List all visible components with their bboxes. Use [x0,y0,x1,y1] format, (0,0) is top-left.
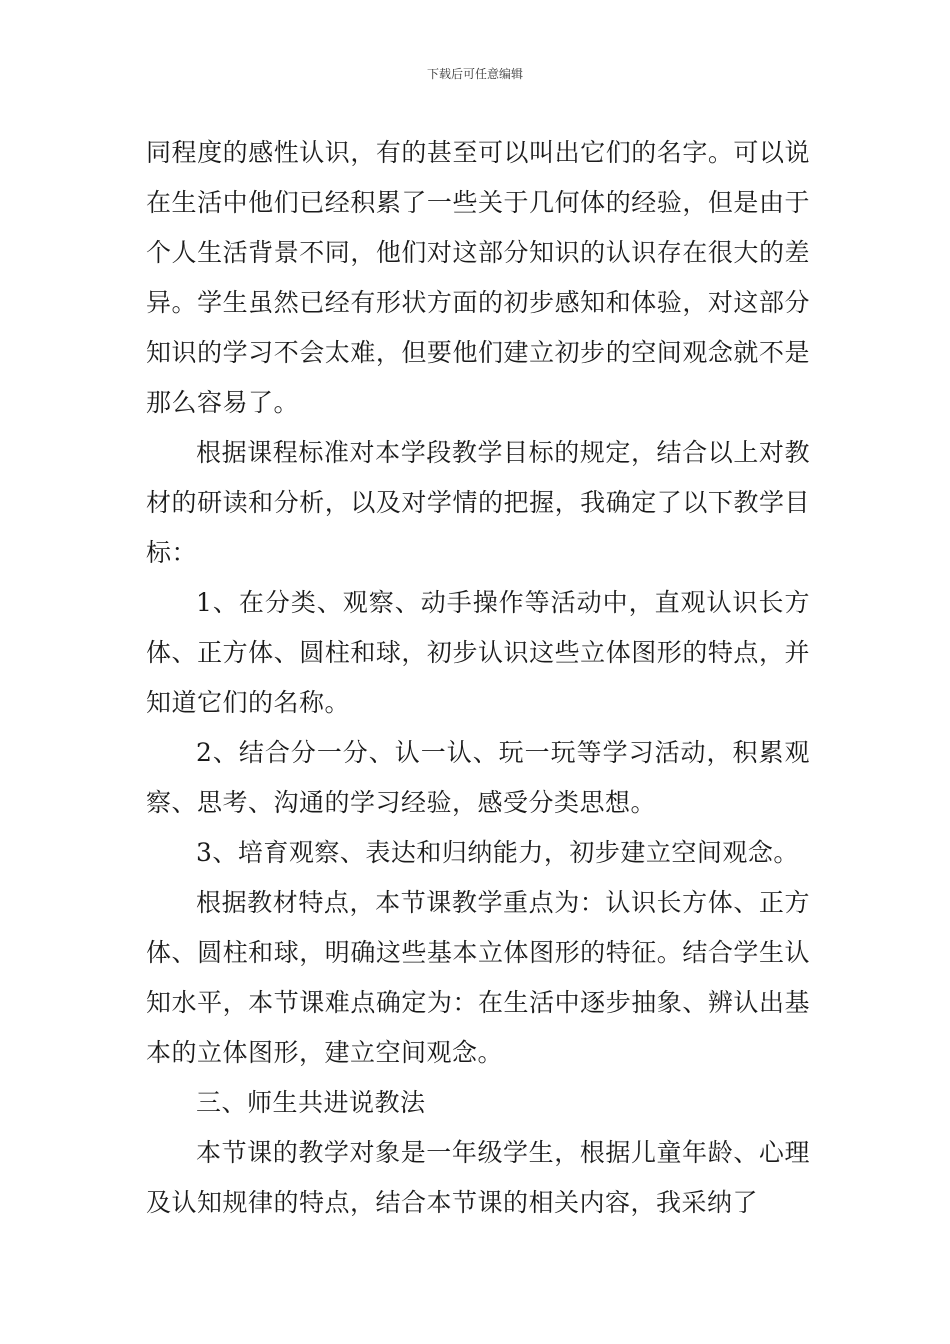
document-body [146,128,810,1228]
paragraph-teaching-goal-intro: 根据课程标准对本学段教学目标的规定，结合以上对教材的研读和分析，以及对学情的把握，我确定了以下教学目标： [146,438,810,567]
paragraph-teaching-method: 本节课的教学对象是一年级学生，根据儿童年龄、心理及认知规律的特点，结合本节课的相关内容，我采纳了 [146,1138,810,1217]
paragraph-goal-2: 2、结合分一分、认一认、玩一玩等学习活动，积累观察、思考、沟通的学习经验，感受分类思想。 [146,738,810,817]
page-header: 下载后可任意编辑 [426,67,523,81]
paragraph-goal-3: 3、培育观察、表达和归纳能力，初步建立空间观念。 [196,838,799,867]
paragraph-key-points: 根据教材特点，本节课教学重点为：认识长方体、正方体、圆柱和球，明确这些基本立体图形的特征。结合学生认知水平，本节课难点确定为：在生活中逐步抽象、辨认出基本的立体图形，建立空间观念。 [146,888,810,1067]
paragraph-continuation: 同程度的感性认识，有的甚至可以叫出它们的名字。可以说在生活中他们已经积累了一些关于几何体的经验，但是由于个人生活背景不同，他们对这部分知识的认识存在很大的差异。学生虽然已经有形状方面的初步感知和体验，对这部分知识的学习不会太难，但要他们建立初步的空间观念就不是那么容易了。 [146,138,810,417]
paragraph-goal-1: 1、在分类、观察、动手操作等活动中，直观认识长方体、正方体、圆柱和球，初步认识这些立体图形的特点，并知道它们的名称。 [146,588,810,717]
section-heading: 三、师生共进说教法 [196,1088,426,1117]
